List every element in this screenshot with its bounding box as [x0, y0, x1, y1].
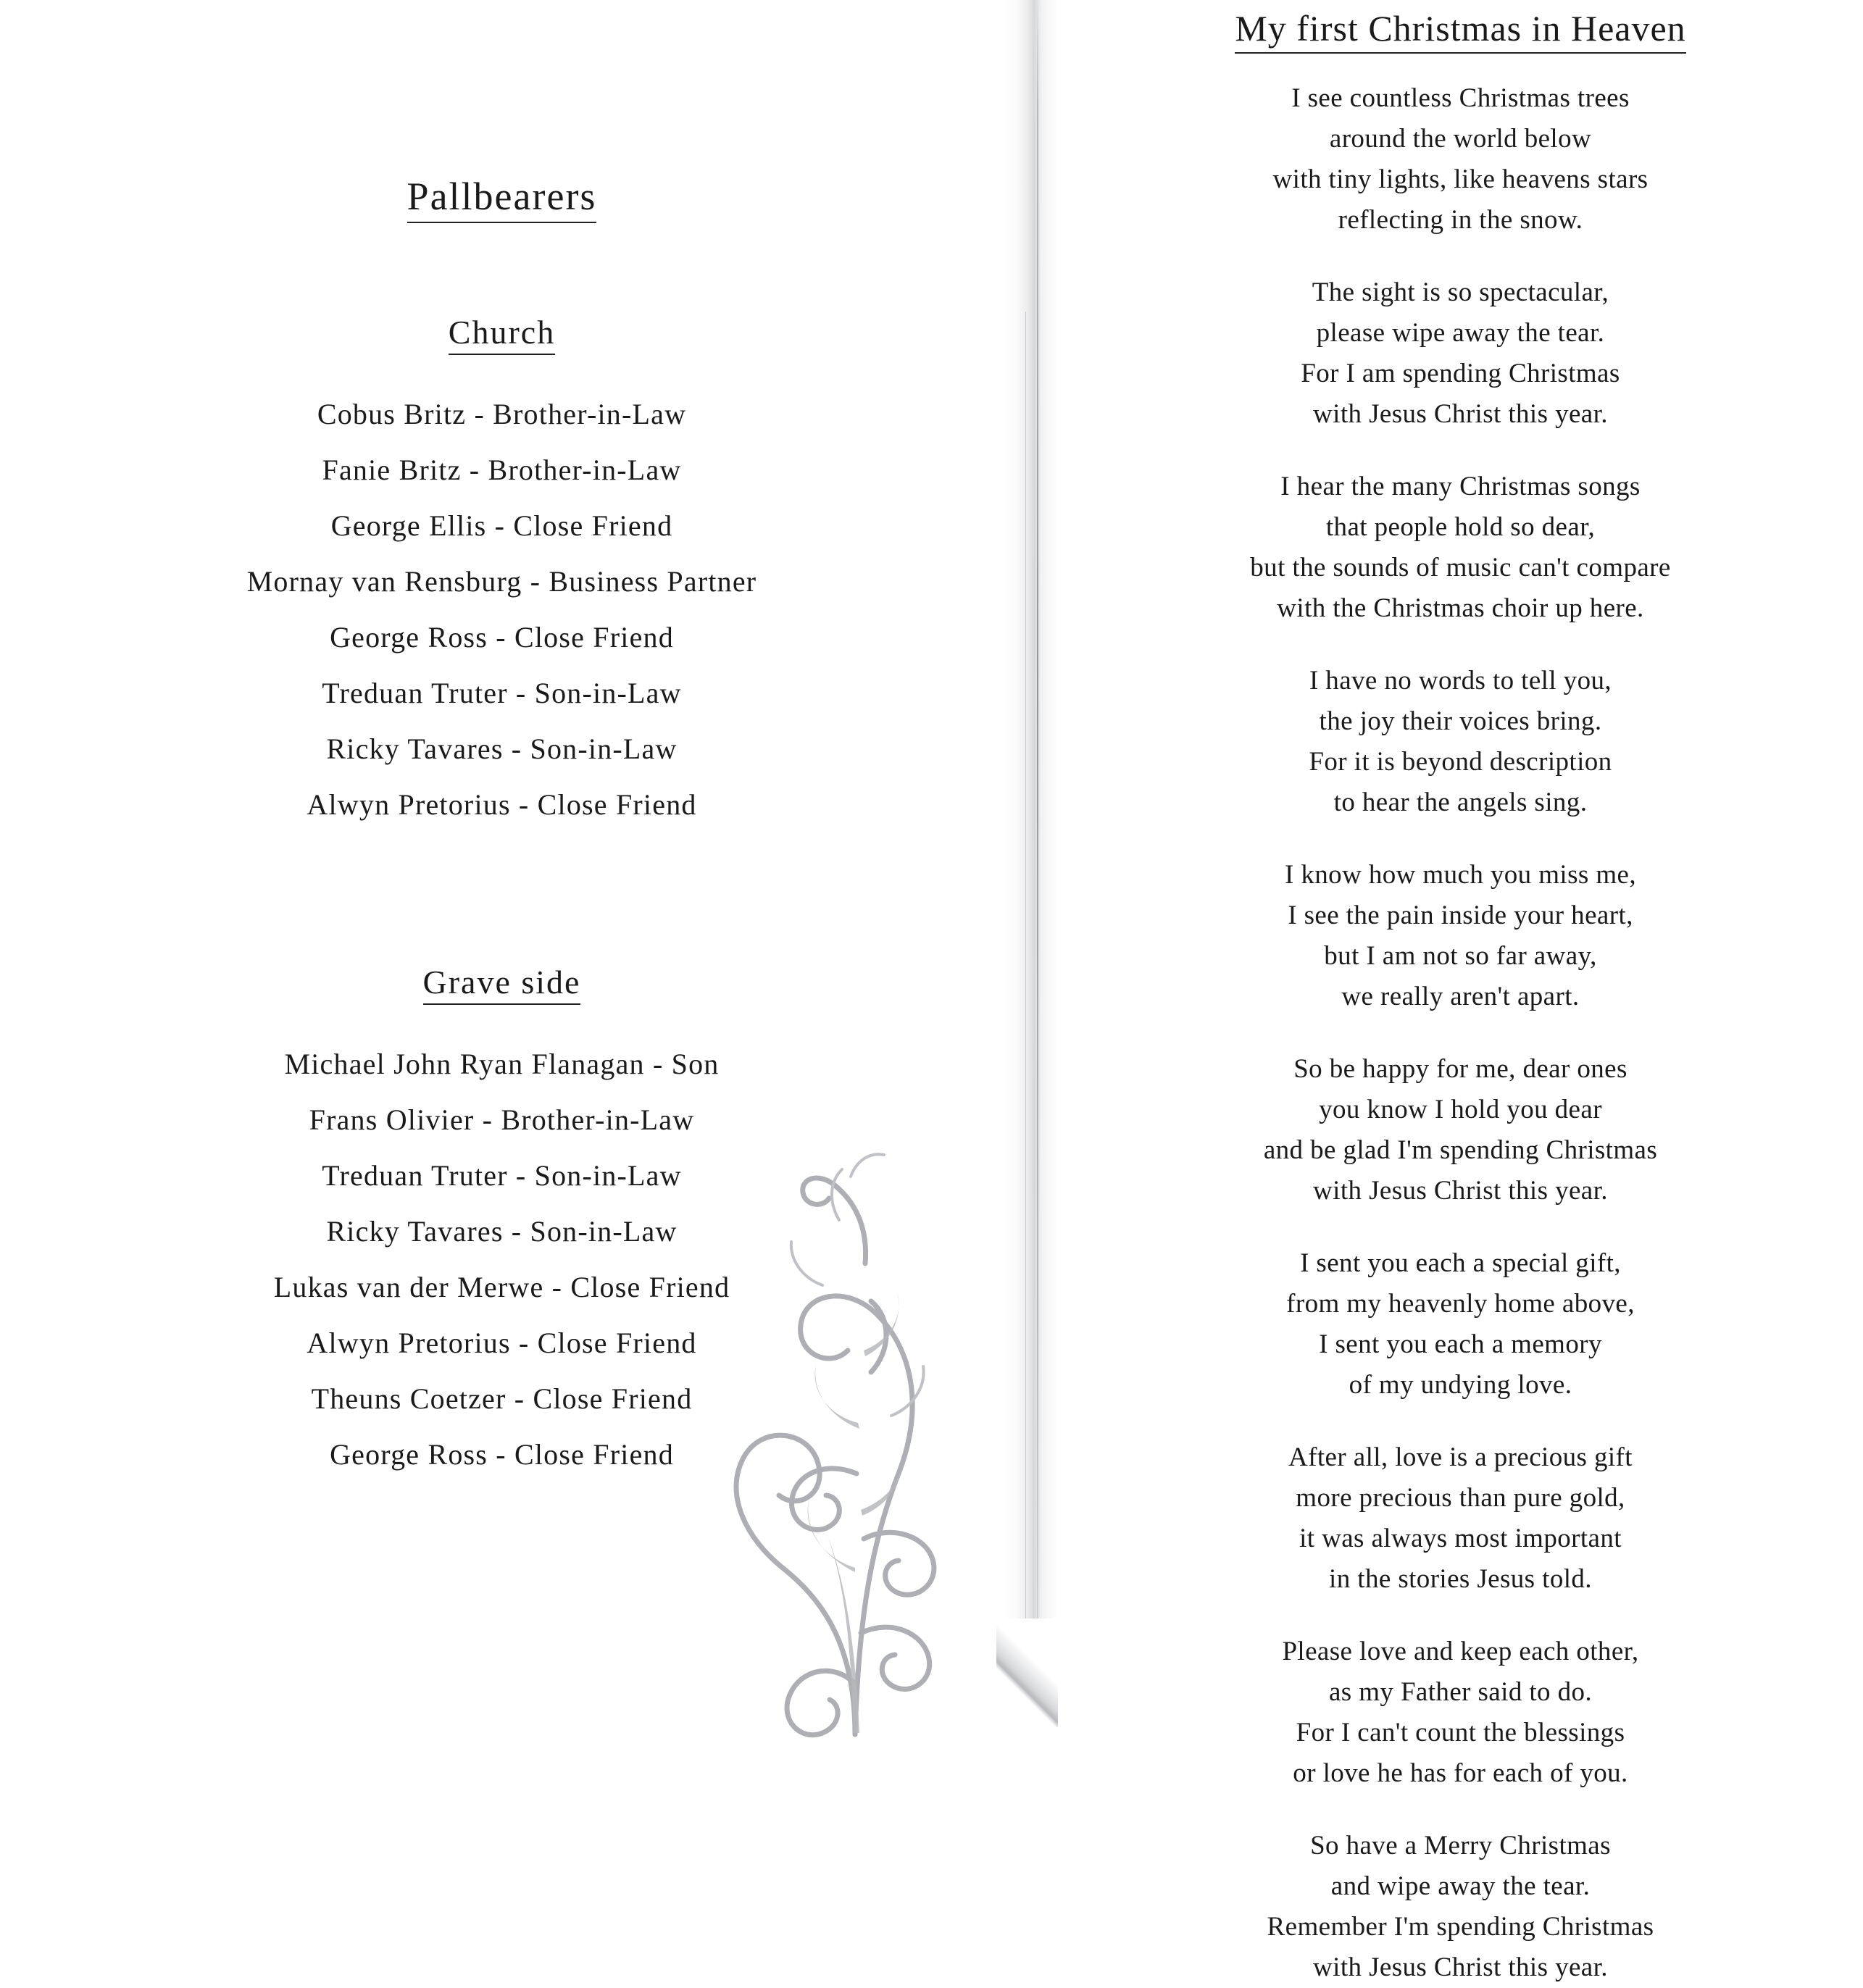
poem-stanza [1073, 855, 1849, 1017]
list-item: Mornay van Rensburg - Business Partner [246, 565, 757, 598]
list-item: Treduan Truter - Son-in-Law [322, 677, 682, 709]
poem-line: with Jesus Christ this year. [1313, 1176, 1608, 1206]
poem-line: with Jesus Christ this year. [1313, 399, 1608, 429]
poem-line: reflecting in the snow. [1338, 205, 1583, 235]
poem-line: I know how much you miss me, [1285, 860, 1636, 890]
page-title-text: Pallbearers [407, 175, 597, 223]
list-item: Ricky Tavares - Son-in-Law [326, 1215, 678, 1248]
section-heading-grave-side-text: Grave side [423, 964, 581, 1005]
poem-line: I sent you each a memory [1319, 1329, 1602, 1359]
poem-line: For I can't count the blessings [1296, 1718, 1625, 1747]
list-item: Alwyn Pretorius - Close Friend [307, 788, 697, 821]
poem-title-text: My first Christmas in Heaven [1235, 8, 1685, 54]
poem-stanza [1073, 1826, 1849, 1988]
poem-line: in the stories Jesus told. [1329, 1564, 1592, 1594]
poem-line: it was always most important [1299, 1524, 1622, 1553]
poem-line: that people hold so dear, [1325, 512, 1596, 542]
pallbearer-list-church [0, 386, 1004, 832]
pallbearer-list-grave-side [0, 1036, 1004, 1482]
poem-line: I have no words to tell you, [1309, 666, 1612, 696]
section-heading-grave-side [0, 963, 1004, 1001]
poem-line: but I am not so far away, [1324, 941, 1597, 971]
poem-line: we really aren't apart. [1341, 982, 1580, 1011]
list-item: George Ross - Close Friend [330, 621, 674, 653]
section-heading-church-text: Church [449, 314, 555, 355]
poem-line: with Jesus Christ this year. [1313, 1952, 1608, 1982]
list-item: Lukas van der Merwe - Close Friend [273, 1271, 730, 1303]
poem-line: and wipe away the tear. [1330, 1871, 1591, 1901]
poem-line: or love he has for each of you. [1293, 1758, 1628, 1788]
poem-stanza [1073, 272, 1849, 435]
poem-stanza [1073, 1632, 1849, 1794]
poem-line: So be happy for me, dear ones [1293, 1054, 1627, 1084]
list-item: Fanie Britz - Brother-in-Law [322, 454, 682, 486]
poem-line: around the world below [1329, 124, 1592, 154]
poem-line: For it is beyond description [1309, 747, 1612, 777]
section-grave-side [0, 963, 1004, 1482]
poem-stanza [1073, 78, 1849, 241]
page-title [0, 174, 1004, 219]
list-item: Cobus Britz - Brother-in-Law [317, 398, 687, 430]
poem-stanza [1073, 1243, 1849, 1406]
poem-line: as my Father said to do. [1328, 1677, 1593, 1707]
poem-stanza [1073, 1049, 1849, 1211]
poem-line: with the Christmas choir up here. [1277, 593, 1644, 623]
poem-stanza [1073, 467, 1849, 629]
list-item: Ricky Tavares - Son-in-Law [326, 732, 678, 765]
list-item: George Ross - Close Friend [330, 1438, 674, 1471]
poem-line: For I am spending Christmas [1301, 359, 1620, 388]
list-item: George Ellis - Close Friend [330, 509, 673, 542]
poem-line: After all, love is a precious gift [1288, 1442, 1633, 1472]
poem-line: with tiny lights, like heavens stars [1272, 164, 1649, 194]
list-item: Michael John Ryan Flanagan - Son [284, 1048, 720, 1080]
list-item: Alwyn Pretorius - Close Friend [307, 1327, 697, 1359]
poem-line: I see countless Christmas trees [1291, 83, 1630, 113]
fold-crease-secondary [1025, 312, 1026, 1727]
fold-crease [1037, 0, 1038, 1727]
poem-stanza [1073, 1437, 1849, 1600]
poem-line: but the sounds of music can't compare [1250, 553, 1671, 582]
section-heading-church [0, 313, 1004, 351]
poem-title [1235, 7, 1685, 49]
right-page [1058, 0, 1863, 1982]
poem-line: The sight is so spectacular, [1312, 277, 1609, 307]
poem-line: I hear the many Christmas songs [1280, 472, 1641, 501]
page-corner-fold [996, 1619, 1062, 1727]
list-item: Frans Olivier - Brother-in-Law [309, 1103, 695, 1136]
poem-stanza [1073, 661, 1849, 823]
page-fold-gutter [1004, 0, 1058, 1727]
poem-line: please wipe away the tear. [1316, 318, 1605, 348]
poem-line: the joy their voices bring. [1319, 706, 1602, 736]
poem-line: of my undying love. [1349, 1370, 1572, 1400]
list-item: Theuns Coetzer - Close Friend [311, 1382, 693, 1415]
poem-line: to hear the angels sing. [1333, 788, 1588, 817]
poem-body [1073, 78, 1849, 1988]
left-page [0, 0, 1004, 1727]
poem-line: and be glad I'm spending Christmas [1263, 1135, 1658, 1165]
poem-line: Please love and keep each other, [1282, 1637, 1639, 1666]
poem-line: more precious than pure gold, [1296, 1483, 1625, 1513]
list-item: Treduan Truter - Son-in-Law [322, 1159, 682, 1192]
poem [1058, 0, 1863, 1988]
poem-line: you know I hold you dear [1319, 1095, 1602, 1124]
poem-line: So have a Merry Christmas [1310, 1831, 1611, 1860]
section-church [0, 313, 1004, 832]
poem-line: I sent you each a special gift, [1300, 1248, 1621, 1278]
poem-line: I see the pain inside your heart, [1288, 901, 1633, 930]
poem-line: from my heavenly home above, [1286, 1289, 1635, 1319]
poem-line: Remember I'm spending Christmas [1267, 1912, 1654, 1942]
